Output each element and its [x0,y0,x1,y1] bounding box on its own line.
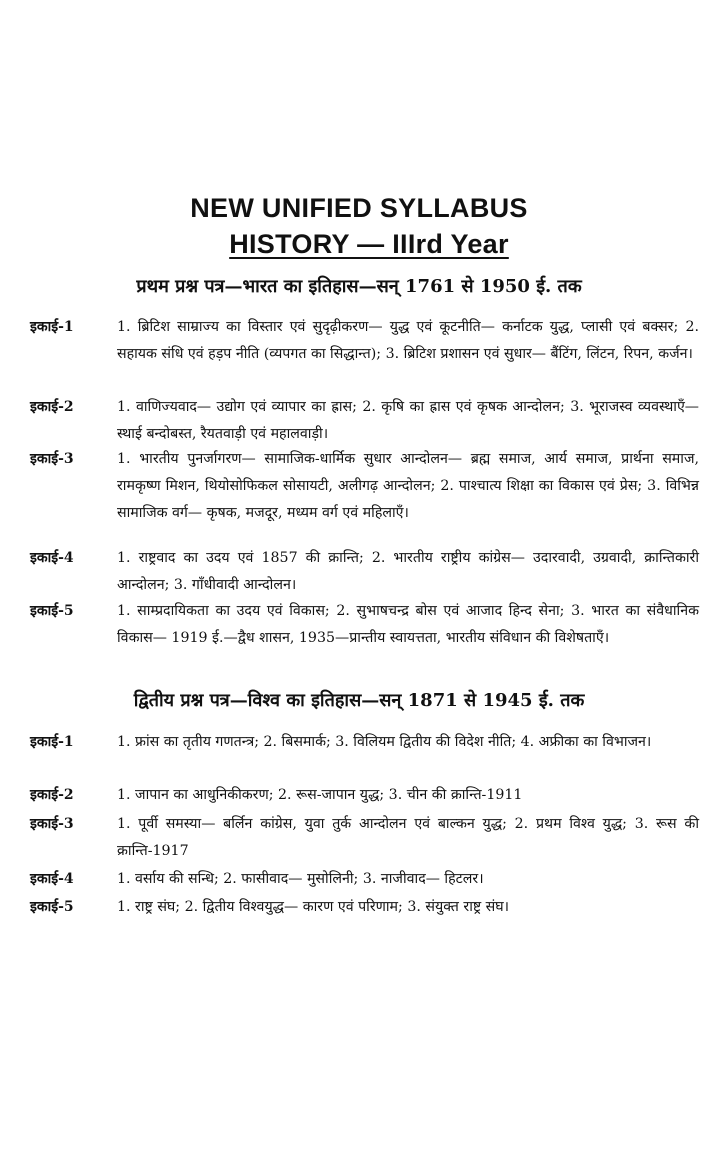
document-title: NEW UNIFIED SYLLABUS [190,193,528,223]
document-subtitle: HISTORY — IIIrd Year [229,229,509,259]
unit-text: 1. राष्ट्रवाद का उदय एवं 1857 की क्रान्ति; 2. भारतीय राष्ट्रीय कांग्रेस— उदारवादी, उग्रवादी, क्रान्तिकारी आन्दोलन; 3. गाँधीवादी आन्दोलन। [117,550,699,593]
unit-text: 1. साम्प्रदायिकता का उदय एवं विकास; 2. सुभाषचन्द्र बोस एवं आजाद हिन्द सेना; 3. भारत का संवैधानिक विकास— 1919 ई.—द्वैध शासन, 1935—प्रान्तीय स्वायत्तता, भारतीय संविधान की विशेषताएँ। [117,603,699,646]
unit-label: इकाई-4 [30,550,74,566]
unit-text: 1. राष्ट्र संघ; 2. द्वितीय विश्वयुद्ध— कारण एवं परिणाम; 3. संयुक्त राष्ट्र संघ। [117,899,510,915]
unit-text: 1. फ्रांस का तृतीय गणतन्त्र; 2. बिसमार्क; 3. विलियम द्वितीय की विदेश नीति; 4. अफ्रीका का विभाजन। [117,734,652,750]
unit-label: इकाई-2 [30,399,74,415]
unit-label: इकाई-3 [30,816,74,832]
unit-label: इकाई-1 [30,734,74,750]
unit-label: इकाई-2 [30,787,74,803]
unit-label: इकाई-1 [30,319,74,335]
unit-text: 1. पूर्वी समस्या— बर्लिन कांग्रेस, युवा तुर्क आन्दोलन एवं बाल्कन युद्ध; 2. प्रथम विश्व युद्ध; 3. रूस की क्रान्ति-1917 [117,816,699,859]
unit-text: 1. वाणिज्यवाद— उद्योग एवं व्यापार का ह्रास; 2. कृषि का ह्रास एवं कृषक आन्दोलन; 3. भूराजस्व व्यवस्थाएँ— स्थाई बन्दोबस्त, रैयतवाड़ी एवं महालवाड़ी। [117,399,699,442]
unit-text: 1. भारतीय पुनर्जागरण— सामाजिक-धार्मिक सुधार आन्दोलन— ब्रह्म समाज, आर्य समाज, प्रार्थना समाज, रामकृष्ण मिशन, थियोसोफिकल सोसायटी, अलीगढ़ आन्दोलन; 2. पाश्चात्य शिक्षा का विकास एवं प्रेस; 3. विभिन्न सामाजिक वर्ग— कृषक, मजदूर, मध्यम वर्ग एवं महिलाएँ। [117,451,699,521]
unit-text: 1. जापान का आधुनिकीकरण; 2. रूस-जापान युद्ध; 3. चीन की क्रान्ति-1911 [117,787,523,803]
unit-label: इकाई-3 [30,451,74,467]
paper-1-heading: प्रथम प्रश्न पत्र—भारत का इतिहास—सन् 1761 से 1950 ई. तक [136,276,582,297]
unit-text: 1. ब्रिटिश साम्राज्य का विस्तार एवं सुदृढ़ीकरण— युद्ध एवं कूटनीति— कर्नाटक युद्ध, प्लासी एवं बक्सर; 2. सहायक संधि एवं हड़प नीति (व्यपगत का सिद्धान्त); 3. ब्रिटिश प्रशासन एवं सुधार— बैंटिंग, लिंटन, रिपन, कर्जन। [117,319,699,362]
unit-label: इकाई-5 [30,603,74,619]
paper-2-heading: द्वितीय प्रश्न पत्र—विश्व का इतिहास—सन् 1871 से 1945 ई. तक [133,690,585,711]
unit-label: इकाई-4 [30,871,74,887]
unit-text: 1. वर्साय की सन्धि; 2. फासीवाद— मुसोलिनी; 3. नाजीवाद— हिटलर। [117,871,484,887]
unit-label: इकाई-5 [30,899,74,915]
